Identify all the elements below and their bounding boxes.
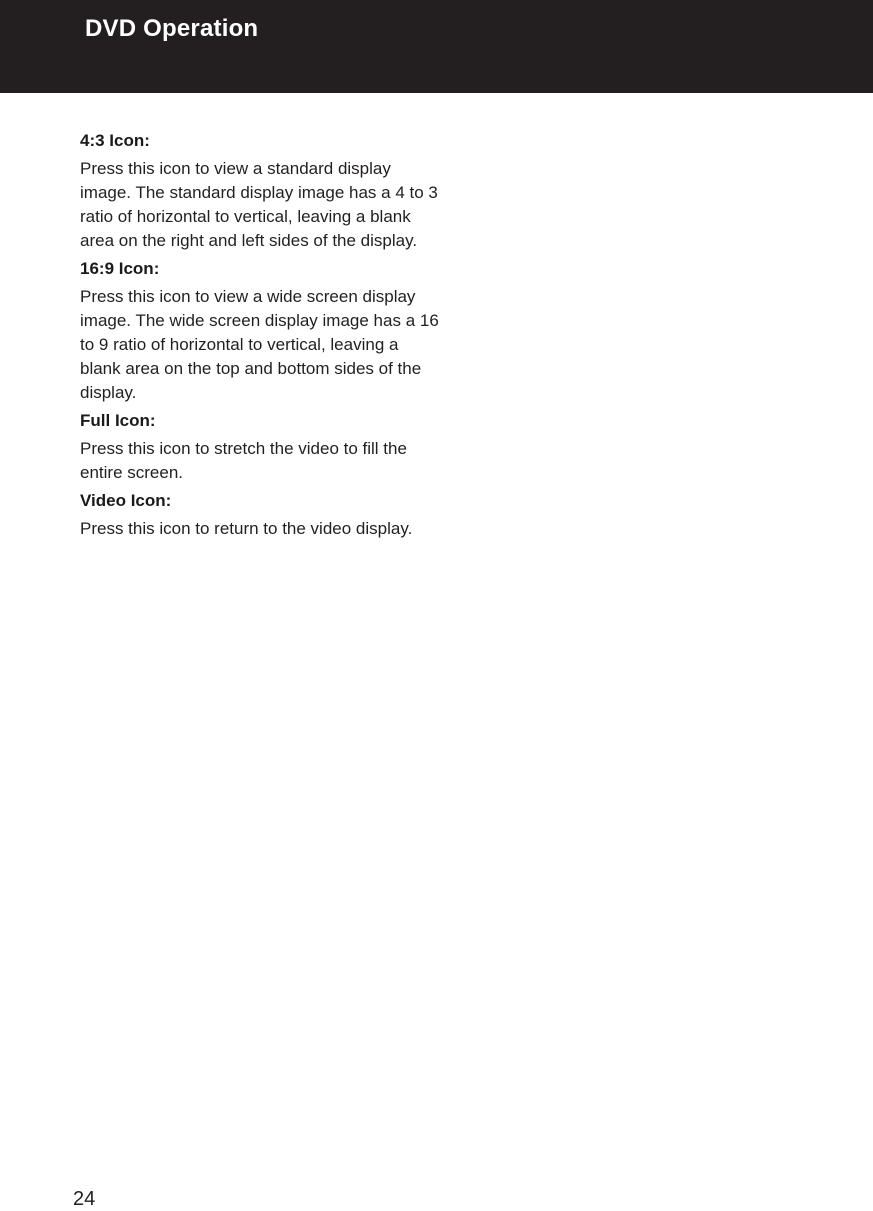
section-heading: Video Icon: xyxy=(80,491,172,510)
section-heading: Full Icon: xyxy=(80,411,156,430)
section-full-icon xyxy=(80,408,440,485)
section-body: Press this icon to stretch the video to fill the entire screen. xyxy=(80,439,407,482)
section-4-3-icon xyxy=(80,128,440,253)
main-content xyxy=(80,128,440,544)
section-video-icon xyxy=(80,488,440,541)
section-body: Press this icon to view a wide screen display image. The wide screen display image has a 16 to 9 ratio of horizontal to vertical, leaving a blank area on the top and bottom sides of the display. xyxy=(80,287,439,402)
section-16-9-icon xyxy=(80,256,440,405)
page-title: DVD Operation xyxy=(85,15,259,42)
section-body: Press this icon to return to the video display. xyxy=(80,519,413,538)
header-band xyxy=(0,0,873,93)
section-body: Press this icon to view a standard display image. The standard display image has a 4 to 3 ratio of horizontal to vertical, leaving a blank area on the right and left sides of the display. xyxy=(80,159,438,250)
section-heading: 16:9 Icon: xyxy=(80,259,160,278)
section-heading: 4:3 Icon: xyxy=(80,131,150,150)
page-number: 24 xyxy=(73,1188,96,1210)
